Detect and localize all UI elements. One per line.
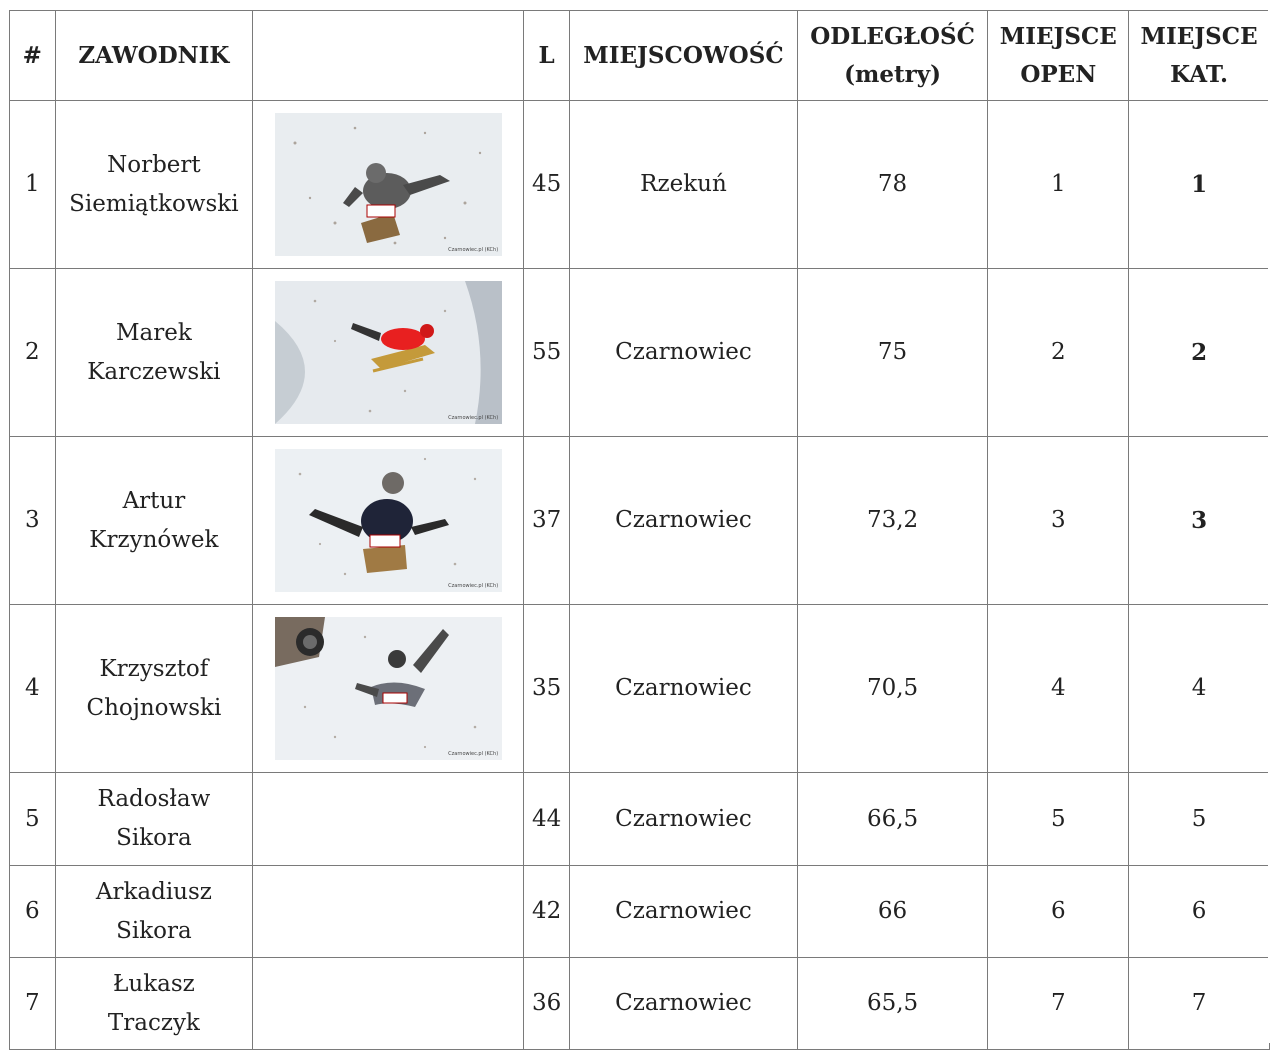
row-l: 55 (524, 269, 570, 437)
header-town: MIEJSCOWOŚĆ (570, 11, 798, 101)
row-place-open: 1 (988, 101, 1129, 269)
row-photo-cell (253, 437, 524, 605)
row-l: 36 (524, 958, 570, 1050)
table-row (10, 269, 1270, 437)
header-num: # (10, 11, 56, 101)
sled-photo[interactable] (275, 617, 502, 760)
header-place-cat-line2: KAT. (1170, 60, 1228, 88)
row-distance: 73,2 (797, 437, 988, 605)
row-photo-cell (253, 866, 524, 958)
first-name: Łukasz (113, 970, 195, 997)
first-name: Artur (122, 487, 186, 514)
table-row (10, 605, 1270, 773)
last-name: Siemiątkowski (69, 190, 239, 217)
table-row (10, 101, 1270, 269)
header-distance-line1: ODLEGŁOŚĆ (810, 22, 975, 50)
first-name: Radosław (97, 786, 211, 812)
row-place-cat: 7 (1129, 958, 1270, 1050)
row-name (55, 773, 253, 866)
last-name: Chojnowski (86, 694, 222, 721)
row-l: 35 (524, 605, 570, 773)
last-name: Sikora (116, 917, 192, 944)
row-place-open: 7 (988, 958, 1129, 1050)
row-name (55, 437, 253, 605)
last-name: Krzynówek (89, 526, 219, 553)
header-place-cat-line1: MIEJSCE (1140, 22, 1258, 50)
row-place-cat: 1 (1129, 101, 1270, 269)
first-name: Marek (115, 319, 192, 346)
row-place-open: 2 (988, 269, 1129, 437)
photo-scene-svg (275, 281, 502, 424)
last-name: Traczyk (107, 1009, 200, 1036)
row-photo-cell (253, 269, 524, 437)
row-num: 1 (10, 101, 56, 269)
row-place-open: 3 (988, 437, 1129, 605)
row-name (55, 866, 253, 958)
row-distance: 75 (797, 269, 988, 437)
row-town: Czarnowiec (570, 773, 798, 866)
table-row (10, 958, 1270, 1050)
header-distance (797, 11, 988, 101)
row-place-cat: 5 (1129, 773, 1270, 866)
header-place-cat (1129, 11, 1270, 101)
photo-scene-svg (275, 449, 502, 592)
first-name: Norbert (107, 151, 201, 178)
photo-watermark: Czarnowiec.pl (KCh) (448, 583, 499, 589)
table-row (10, 773, 1270, 866)
header-name: ZAWODNIK (55, 11, 253, 101)
results-table (9, 10, 1270, 1050)
row-name (55, 605, 253, 773)
row-name (55, 958, 253, 1050)
header-place-open (988, 11, 1129, 101)
row-place-cat: 4 (1129, 605, 1270, 773)
row-num: 5 (10, 773, 56, 866)
row-name (55, 101, 253, 269)
row-photo-cell (253, 605, 524, 773)
table-row (10, 866, 1270, 958)
row-town: Czarnowiec (570, 269, 798, 437)
header-place-open-line2: OPEN (1020, 60, 1097, 88)
row-distance: 66 (797, 866, 988, 958)
photo-scene-svg (275, 617, 502, 760)
header-distance-line2: (metry) (844, 60, 941, 88)
last-name: Sikora (116, 825, 192, 851)
row-town: Czarnowiec (570, 958, 798, 1050)
row-l: 45 (524, 101, 570, 269)
row-num: 4 (10, 605, 56, 773)
row-town: Czarnowiec (570, 866, 798, 958)
row-distance: 66,5 (797, 773, 988, 866)
row-town: Czarnowiec (570, 605, 798, 773)
row-distance: 78 (797, 101, 988, 269)
row-town: Czarnowiec (570, 437, 798, 605)
row-place-cat: 2 (1129, 269, 1270, 437)
row-num: 6 (10, 866, 56, 958)
row-l: 37 (524, 437, 570, 605)
table-row (10, 437, 1270, 605)
photo-scene-svg (275, 113, 502, 256)
last-name: Karczewski (87, 358, 221, 385)
row-num: 3 (10, 437, 56, 605)
photo-watermark: Czarnowiec.pl (KCh) (448, 751, 499, 757)
row-place-open: 5 (988, 773, 1129, 866)
row-photo-cell (253, 101, 524, 269)
row-town: Rzekuń (570, 101, 798, 269)
row-photo-cell (253, 958, 524, 1050)
row-place-open: 6 (988, 866, 1129, 958)
header-photo (253, 11, 524, 101)
sled-photo[interactable] (275, 449, 502, 592)
row-num: 2 (10, 269, 56, 437)
row-l: 42 (524, 866, 570, 958)
row-place-cat: 6 (1129, 866, 1270, 958)
photo-watermark: Czarnowiec.pl (KCh) (448, 415, 499, 421)
header-l: L (524, 11, 570, 101)
row-distance: 65,5 (797, 958, 988, 1050)
row-num: 7 (10, 958, 56, 1050)
header-row (10, 11, 1270, 101)
row-place-cat: 3 (1129, 437, 1270, 605)
first-name: Krzysztof (99, 655, 209, 682)
row-name (55, 269, 253, 437)
row-l: 44 (524, 773, 570, 866)
row-place-open: 4 (988, 605, 1129, 773)
sled-photo[interactable] (275, 281, 502, 424)
row-photo-cell (253, 773, 524, 866)
row-distance: 70,5 (797, 605, 988, 773)
first-name: Arkadiusz (95, 878, 212, 905)
photo-watermark: Czarnowiec.pl (KCh) (448, 247, 499, 253)
header-place-open-line1: MIEJSCE (999, 22, 1117, 50)
sled-photo[interactable] (275, 113, 502, 256)
